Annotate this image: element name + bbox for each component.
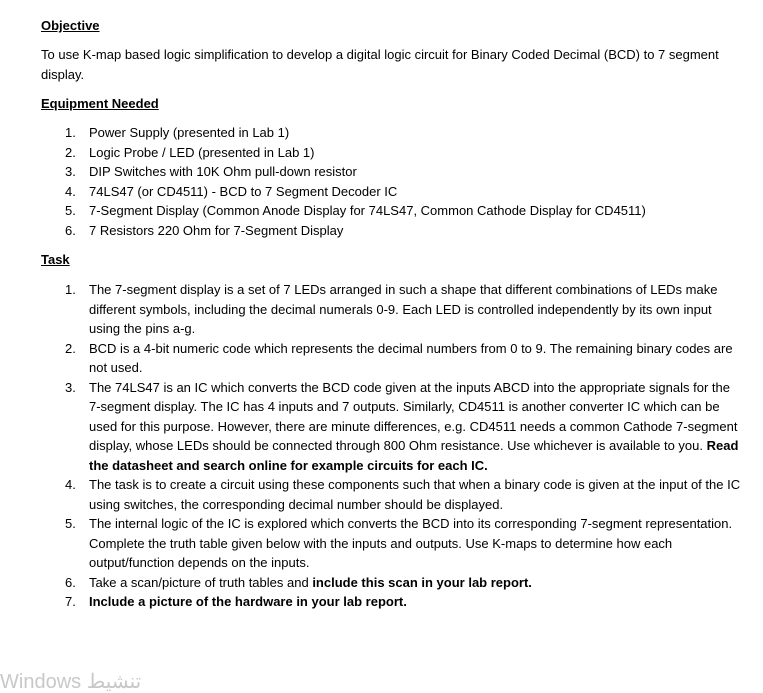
list-item: 5. The internal logic of the IC is explored which converts the BCD into its corresponding 7-segment representation. Complete the truth table given below with the inputs and outputs. Use K-maps to determine how each output/function depends on the inputs. xyxy=(65,516,733,570)
equipment-heading: Equipment Needed xyxy=(41,96,159,111)
list-item: 7. Include a picture of the hardware in your lab report. xyxy=(65,594,407,609)
list-item: 6. 7 Resistors 220 Ohm for 7-Segment Display xyxy=(65,222,344,238)
list-item: 1. Power Supply (presented in Lab 1) xyxy=(65,125,290,140)
list-item: 4. The task is to create a circuit using these components such that when a binary code is given at the input of the IC using switches, the corresponding decimal number should be displayed. xyxy=(65,477,741,512)
list-item: 1. The 7-segment display is a set of 7 LEDs arranged in such a shape that different combinations of LEDs make different symbols, including the decimal numerals 0-9. Each LED is controlled independently by its own input using the pins a-g. xyxy=(65,282,718,336)
list-item: 2. Logic Probe / LED (presented in Lab 1) xyxy=(65,144,315,160)
list-item: 4. 74LS47 (or CD4511) - BCD to 7 Segment Decoder IC xyxy=(65,183,398,199)
objective-heading: Objective xyxy=(41,18,100,33)
equipment-list xyxy=(41,123,741,240)
task-heading: Task xyxy=(41,252,70,267)
windows-activation-watermark: Windows تنشيط xyxy=(0,671,142,693)
objective-text: To use K-map based logic simplification to develop a digital logic circuit for Binary Coded Decimal (BCD) to 7 segment display. xyxy=(41,47,719,82)
document-body xyxy=(41,16,741,612)
list-item: 3. DIP Switches with 10K Ohm pull-down resistor xyxy=(65,164,357,179)
list-item: 2. BCD is a 4-bit numeric code which represents the decimal numbers from 0 to 9. The remaining binary codes are not used. xyxy=(65,340,733,375)
task-list xyxy=(41,280,741,612)
list-item: 6. Take a scan/picture of truth tables and include this scan in your lab report. xyxy=(65,574,532,590)
list-item: 3. The 74LS47 is an IC which converts the BCD code given at the inputs ABCD into the appropriate signals for the 7-segment display. The IC has 4 inputs and 7 outputs. Similarly, CD4511 is another converter IC which can be used for this purpose. However, there are minute differences, e.g. CD4511 needs a common Cathode 7-segment display, whose LEDs should be connected through 800 Ohm resistance. Use whichever is available to you. Read the datasheet and search online for example circuits for each IC. xyxy=(65,379,739,473)
list-item: 5. 7-Segment Display (Common Anode Display for 74LS47, Common Cathode Display for CD4511) xyxy=(65,203,646,218)
